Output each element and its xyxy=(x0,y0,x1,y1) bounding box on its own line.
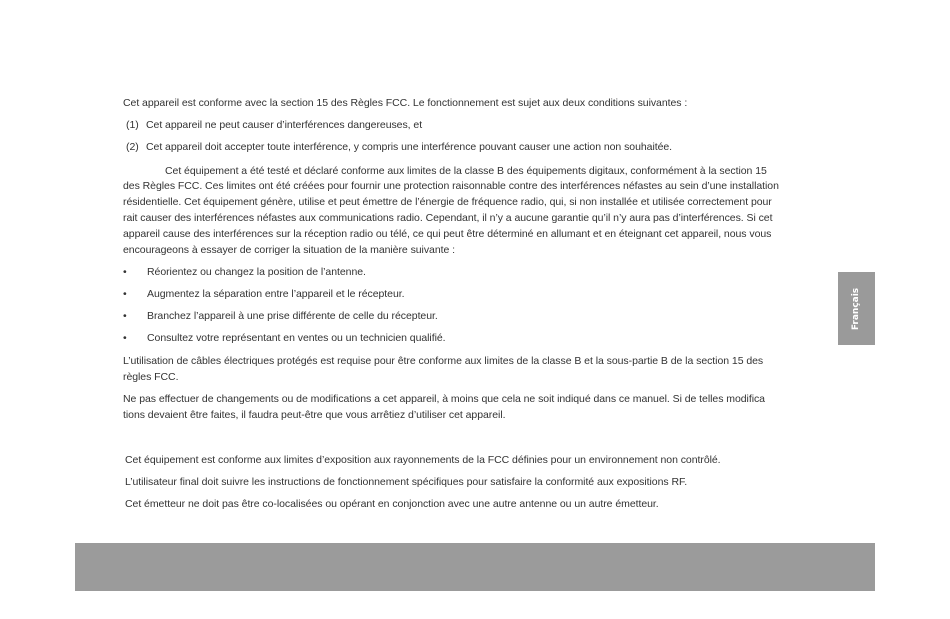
condition-number: (1) xyxy=(126,119,139,131)
classb-paragraph-line: Cet équipement a été testé et déclaré conforme aux limites de la classe B des équipements digitaux, conformément à la section 15 xyxy=(165,165,767,177)
list-item: Réorientez ou changez la position de l’antenne. xyxy=(147,266,366,278)
bullet-icon: • xyxy=(123,288,127,300)
condition-number: (2) xyxy=(126,141,139,153)
list-item: Branchez l’appareil à une prise différente de celle du récepteur. xyxy=(147,310,438,322)
list-item: Augmentez la séparation entre l’appareil et le récepteur. xyxy=(147,288,405,300)
fcc-intro-text: Cet appareil est conforme avec la section 15 des Règles FCC. Le fonctionnement est sujet aux deux conditions suivantes : xyxy=(123,97,688,109)
rf-exposure-line: L’utilisateur final doit suivre les instructions de fonctionnement spécifiques pour satisfaire la conformité aux expositions RF. xyxy=(125,476,688,488)
bullet-icon: • xyxy=(123,332,127,344)
bullet-icon: • xyxy=(123,310,127,322)
language-tab-label: Français xyxy=(851,287,862,330)
cables-paragraph-line: L’utilisation de câbles électriques protégés est requise pour être conforme aux limites de la classe B et la sous-partie B de la section 15 des xyxy=(123,355,764,367)
rf-exposure-line: Cet équipement est conforme aux limites d’exposition aux rayonnements de la FCC définies pour un environnement non contrôlé. xyxy=(125,454,721,466)
footer-bar xyxy=(75,543,875,591)
classb-paragraph-line: encourageons à essayer de corriger la situation de la manière suivante : xyxy=(123,244,456,256)
cables-paragraph-line: règles FCC. xyxy=(123,371,179,383)
rf-exposure-line: Cet émetteur ne doit pas être co-localisées ou opérant en conjonction avec une autre antenne ou un autre émetteur. xyxy=(125,498,659,510)
condition-text: Cet appareil doit accepter toute interférence, y compris une interférence pouvant causer une action non souhaitée. xyxy=(146,141,673,153)
list-item: Consultez votre représentant en ventes ou un technicien qualifié. xyxy=(147,332,446,344)
condition-text: Cet appareil ne peut causer d’interférences dangereuses, et xyxy=(146,119,423,131)
modifications-paragraph-line: Ne pas effectuer de changements ou de modifications a cet appareil, à moins que cela ne soit indiqué dans ce manuel. Si de telles modifica xyxy=(123,393,765,405)
language-tab xyxy=(838,272,875,345)
classb-paragraph-line: des Règles FCC. Ces limites ont été créées pour fournir une protection raisonnable contre des interférences néfastes au sein d’une installation xyxy=(123,180,779,192)
bullet-icon: • xyxy=(123,266,127,278)
modifications-paragraph-line: tions devaient être faites, il faudra peut-être que vous arrêtiez d’utiliser cet appareil. xyxy=(123,409,506,421)
classb-paragraph-line: résidentielle. Cet équipement génère, utilise et peut émettre de l’énergie de fréquence radio, qui, si non installée et utilisée correctement pour xyxy=(123,196,772,208)
classb-paragraph-line: rait causer des interférences néfastes aux communications radio. Cependant, il n’y a aucune garantie qu’il n’y aura pas d’interférences. Si cet xyxy=(123,212,773,224)
classb-paragraph-line: appareil cause des interférences sur la réception radio ou télé, ce qui peut être déterminé en allumant et en éteignant cet appareil, nous vous xyxy=(123,228,772,240)
